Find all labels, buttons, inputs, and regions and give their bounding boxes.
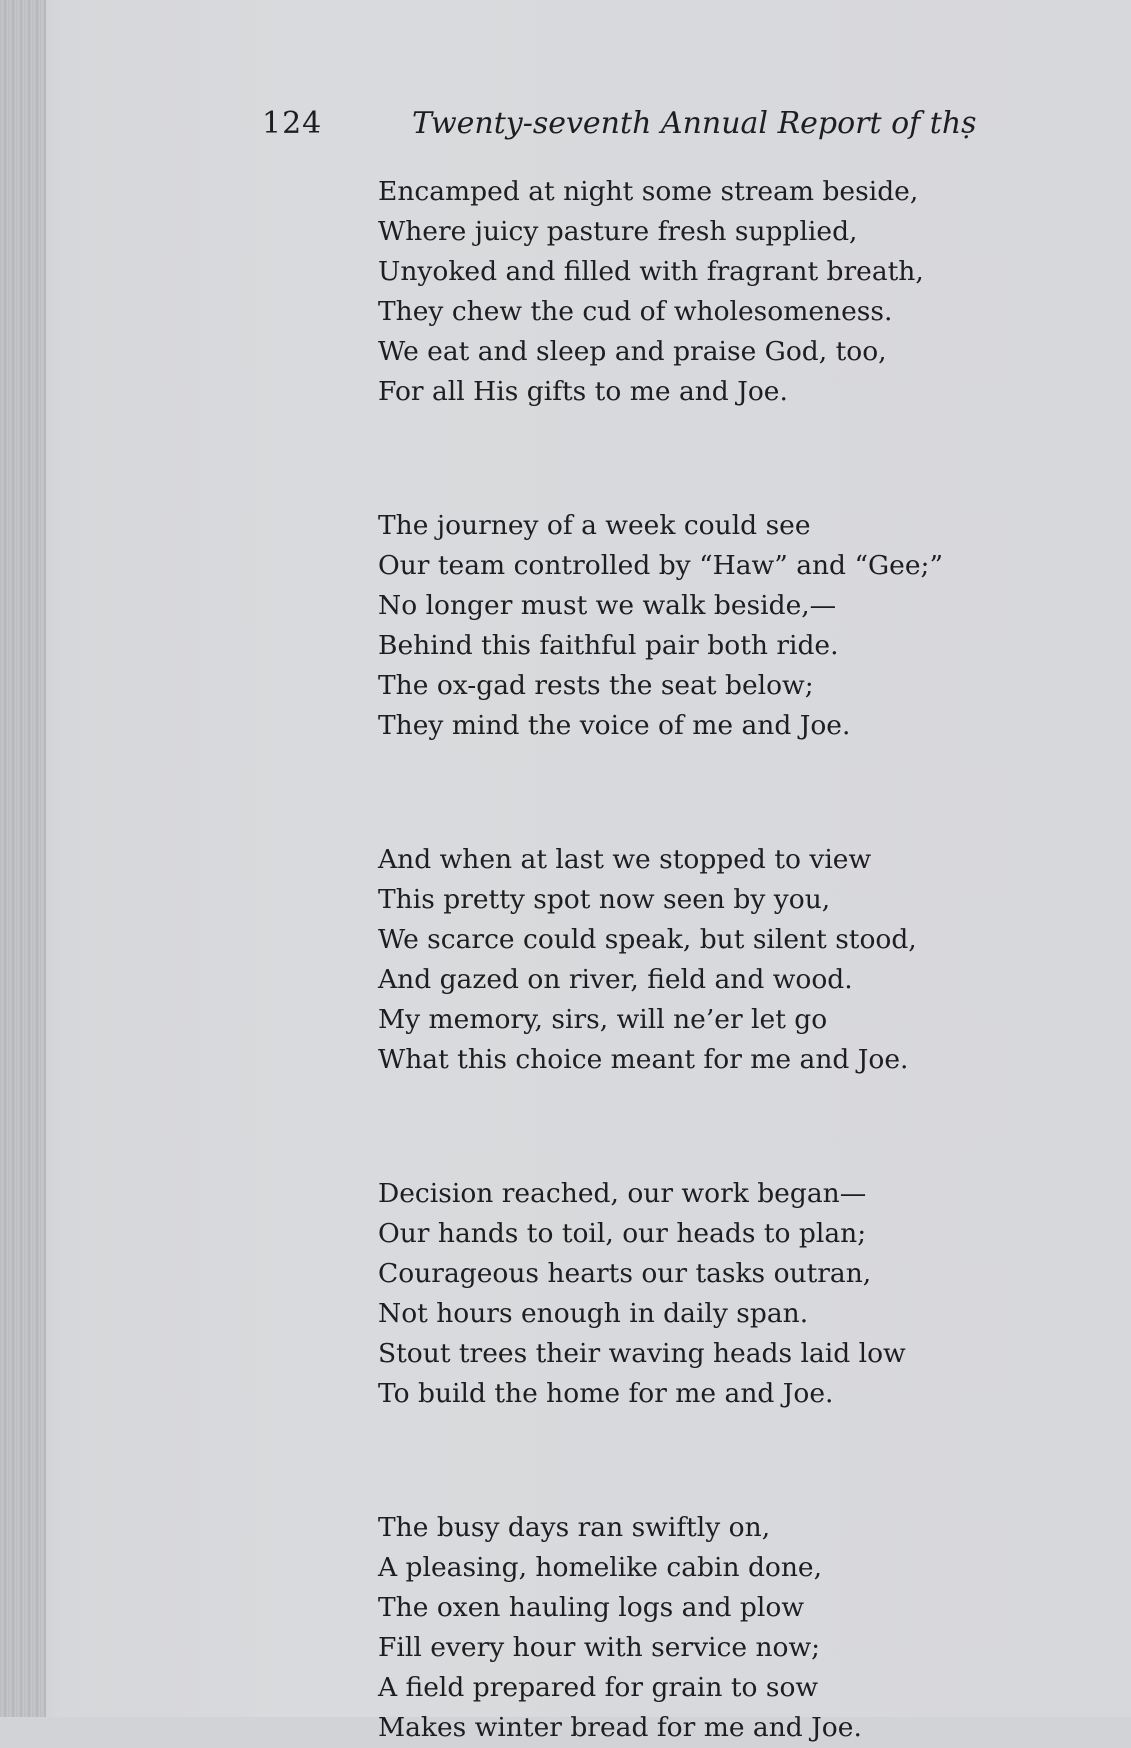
- page-header: [262, 106, 977, 152]
- stanza-4: [378, 1174, 1078, 1414]
- stanza-1: [378, 172, 1078, 412]
- poem-line: Our team controlled by “Haw” and “Gee;”: [378, 550, 944, 581]
- stanza-3: [378, 840, 1078, 1080]
- poem-line: And when at last we stopped to view: [378, 844, 872, 875]
- poem-line: Courageous hearts our tasks outran,: [378, 1258, 872, 1289]
- poem-line: The busy days ran swiftly on,: [378, 1512, 771, 1543]
- poem-line: My memory, sirs, will ne’er let go: [378, 1004, 828, 1035]
- poem-line: The ox-gad rests the seat below;: [378, 670, 814, 701]
- poem-line: Unyoked and filled with fragrant breath,: [378, 256, 924, 287]
- poem-line: Our hands to toil, our heads to plan;: [378, 1218, 867, 1249]
- poem-line: To build the home for me and Joe.: [378, 1378, 834, 1409]
- poem-line: Makes winter bread for me and Joe.: [378, 1712, 862, 1743]
- poem-line: This pretty spot now seen by you,: [378, 884, 831, 915]
- poem-line: What this choice meant for me and Joe.: [378, 1044, 909, 1075]
- poem-line: They mind the voice of me and Joe.: [378, 710, 851, 741]
- poem-line: For all His gifts to me and Joe.: [378, 376, 788, 407]
- poem-line: Encamped at night some stream beside,: [378, 176, 919, 207]
- poem-line: Behind this faithful pair both ride.: [378, 630, 839, 661]
- poem-line: Stout trees their waving heads laid low: [378, 1338, 906, 1369]
- poem-line: Not hours enough in daily span.: [378, 1298, 809, 1329]
- poem-line: Fill every hour with service now;: [378, 1632, 821, 1663]
- poem-line: And gazed on river, field and wood.: [378, 964, 853, 995]
- stanza-5: [378, 1508, 1078, 1748]
- poem-body: [378, 172, 1078, 1748]
- page-number: 124: [262, 106, 323, 141]
- poem-line: They chew the cud of wholesomeness.: [378, 296, 893, 327]
- poem-line: The oxen hauling logs and plow: [378, 1592, 805, 1623]
- stanza-2: [378, 506, 1078, 746]
- poem-line: The journey of a week could see: [378, 510, 811, 541]
- poem-line: We eat and sleep and praise God, too,: [378, 336, 887, 367]
- poem-line: A pleasing, homelike cabin done,: [378, 1552, 823, 1583]
- poem-line: No longer must we walk beside,—: [378, 590, 837, 621]
- poem-line: We scarce could speak, but silent stood,: [378, 924, 917, 955]
- poem-line: Where juicy pasture fresh supplied,: [378, 216, 858, 247]
- poem-line: A field prepared for grain to sow: [378, 1672, 819, 1703]
- poem-line: Decision reached, our work began—: [378, 1178, 867, 1209]
- running-title: Twenty-seventh Annual Report of thṣ: [412, 106, 977, 141]
- page-binding-edge: [0, 0, 46, 1717]
